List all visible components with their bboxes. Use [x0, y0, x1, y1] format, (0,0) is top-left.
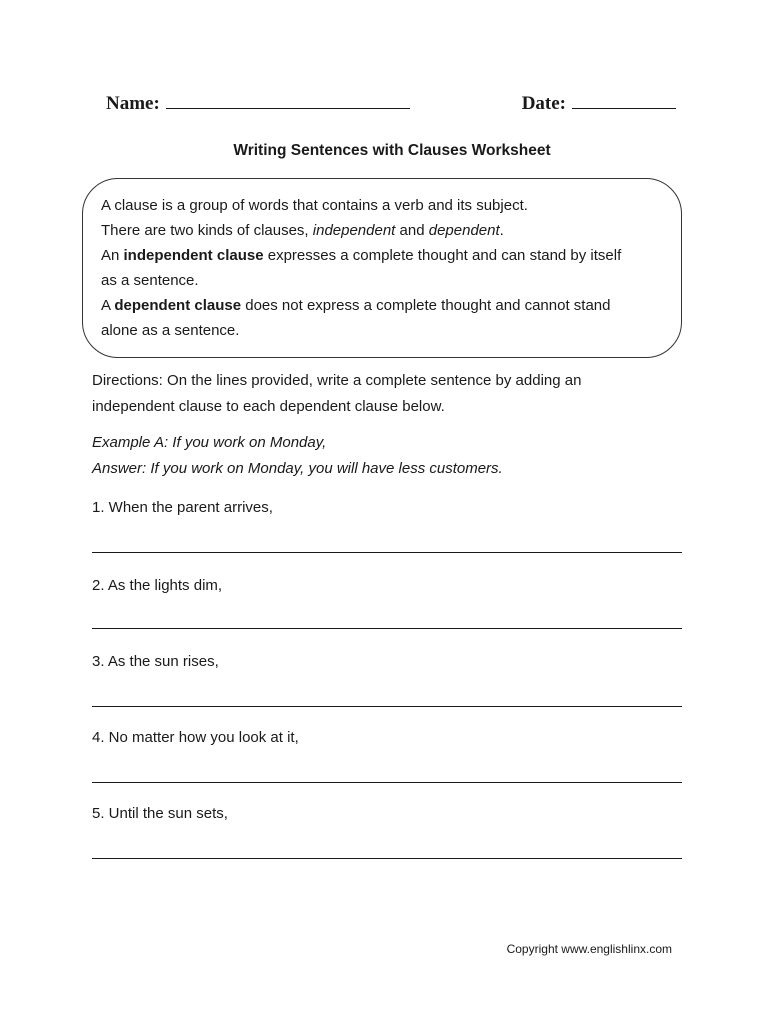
question-3: 3. As the sun rises, [92, 653, 219, 670]
answer-line-1[interactable] [92, 552, 682, 553]
name-field [106, 92, 410, 115]
question-2: 2. As the lights dim, [92, 577, 223, 594]
answer-line-3[interactable] [92, 706, 682, 707]
answer-line-4[interactable] [92, 782, 682, 783]
question-4: 4. No matter how you look at it, [92, 729, 299, 746]
directions [92, 368, 692, 420]
question-5: 5. Until the sun sets, [92, 805, 228, 822]
info-line-5: A dependent clause does not express a complete thought and cannot stand [101, 297, 611, 314]
answer-line-2[interactable] [92, 628, 682, 629]
answer-line-5[interactable] [92, 858, 682, 859]
info-line-3: An independent clause expresses a complete thought and can stand by itself [101, 247, 622, 264]
info-line-4: as a sentence. [101, 272, 199, 289]
example [92, 430, 692, 482]
info-line-2: There are two kinds of clauses, independent and dependent. [101, 222, 504, 239]
example-answer: Answer: If you work on Monday, you will have less customers. [92, 460, 503, 477]
directions-line-1: Directions: On the lines provided, write a complete sentence by adding an [92, 372, 582, 389]
question-1: 1. When the parent arrives, [92, 499, 273, 516]
info-line-1: A clause is a group of words that contains a verb and its subject. [101, 197, 528, 214]
worksheet-title: Writing Sentences with Clauses Worksheet [233, 142, 551, 159]
info-line-6: alone as a sentence. [101, 322, 240, 339]
copyright-notice: Copyright www.englishlinx.com [506, 942, 672, 956]
directions-line-2: independent clause to each dependent clause below. [92, 398, 445, 415]
name-blank-line[interactable] [166, 92, 410, 109]
example-prompt: Example A: If you work on Monday, [92, 434, 327, 451]
definition-box [82, 178, 682, 358]
name-label: Name: [106, 93, 160, 114]
header [106, 92, 676, 120]
date-field [522, 92, 676, 115]
date-label: Date: [521, 93, 566, 114]
date-blank-line[interactable] [572, 92, 676, 109]
